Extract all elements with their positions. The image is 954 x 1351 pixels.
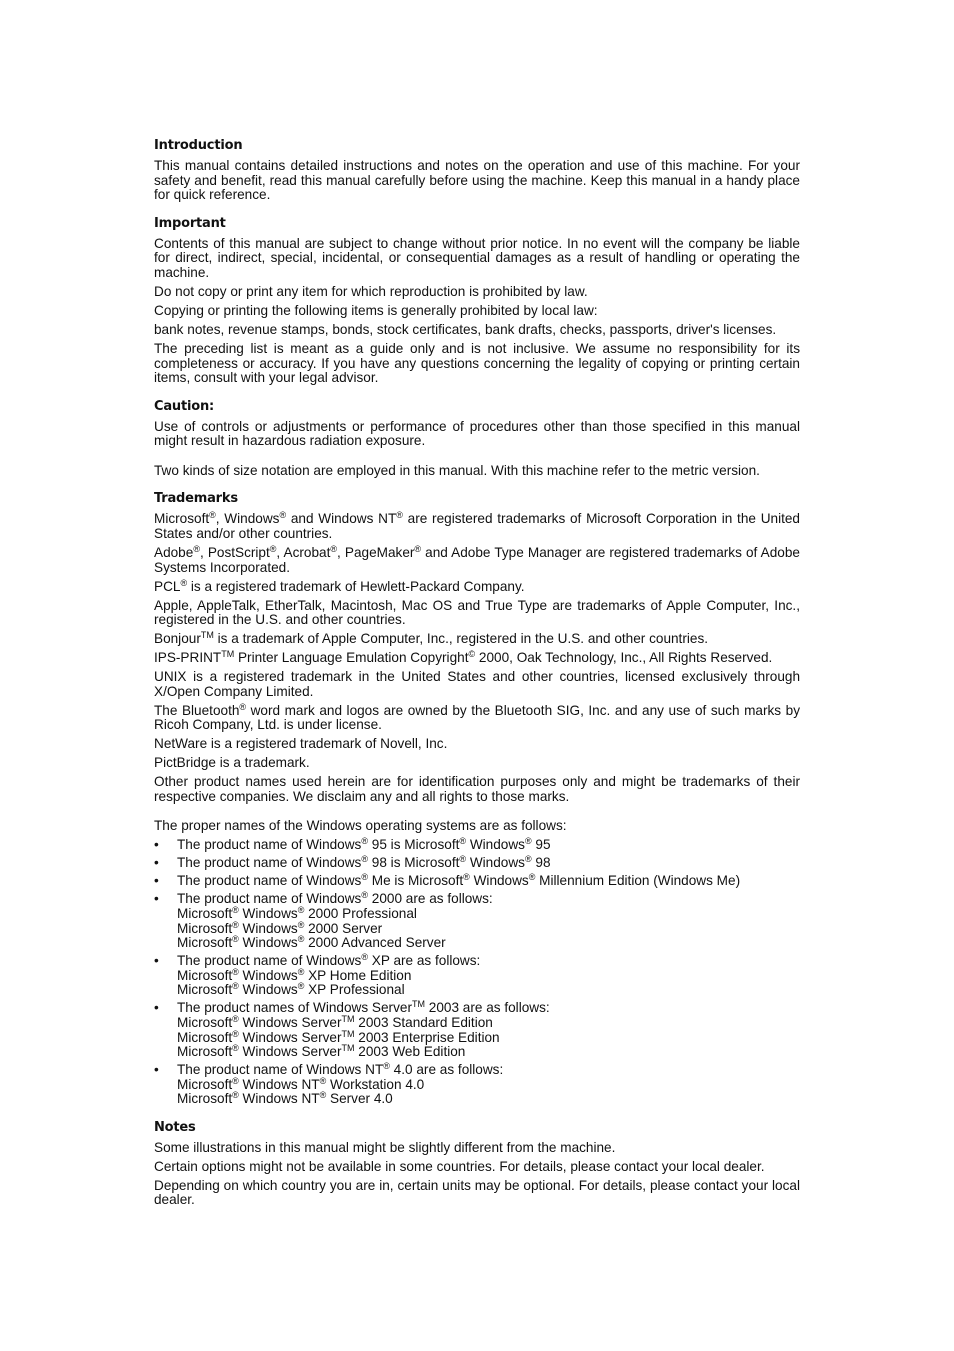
text-run: is a registered trademark of Hewlett-Packard Company.	[187, 578, 525, 594]
trademark-symbol: TM	[341, 1043, 355, 1054]
trademark-symbol: ®	[463, 872, 470, 883]
text-run: 2003 Standard Edition	[354, 1014, 493, 1030]
text-run: 98 is Microsoft	[368, 855, 460, 871]
trademark-symbol: ®	[193, 544, 200, 555]
text-run: 2000 are as follows:	[368, 891, 493, 907]
important-paragraph: Copying or printing the following items is generally prohibited by local law:	[154, 302, 598, 318]
trademark-pcl	[154, 577, 800, 595]
trademark-other: Other product names used herein are for identification purposes only and might be trademarks of their respective companies. We disclaim any and all rights to those marks.	[154, 774, 800, 804]
introduction-text: This manual contains detailed instructions and notes on the operation and use of this machine. For your safety and benefit, read this manual carefully before using the machine. Keep this manual in a handy place for quick reference.	[154, 158, 800, 203]
trademark-symbol: ®	[319, 1075, 327, 1086]
text-run: 2000 Professional	[304, 906, 417, 921]
trademark-ipsprint	[154, 651, 800, 666]
text-run: Windows	[238, 967, 298, 983]
text-run: 2003 are as follows:	[424, 1000, 550, 1016]
text-run: Microsoft	[177, 920, 233, 936]
text-run: Windows	[238, 906, 298, 921]
trademark-symbol: ®	[459, 854, 467, 865]
text-run: Microsoft	[177, 967, 233, 983]
notes-paragraph: Some illustrations in this manual might be slightly different from the machine.	[154, 1139, 616, 1155]
text-run: 98	[531, 855, 551, 871]
trademarks-section	[154, 491, 800, 804]
caution-section	[154, 399, 800, 479]
text-run: Microsoft	[177, 1091, 233, 1107]
text-run: Windows	[466, 837, 525, 853]
text-run: Windows NT	[238, 1076, 320, 1092]
text-run: Microsoft	[154, 511, 210, 527]
text-run: Bonjour	[154, 631, 201, 647]
trademark-symbol: TM	[221, 649, 235, 660]
trademark-symbol: ®	[232, 981, 239, 992]
text-run: Windows	[238, 920, 298, 936]
text-run: XP Professional	[304, 982, 405, 998]
trademark-symbol: ®	[232, 919, 239, 930]
notes-paragraph: Certain options might not be available in some countries. For details, please contact your local dealer.	[154, 1158, 765, 1174]
text-run: Windows	[238, 935, 298, 951]
important-section	[154, 216, 800, 386]
trademark-symbol: ®	[524, 854, 532, 865]
trademark-symbol: ®	[330, 544, 338, 555]
trademark-pictbridge: PictBridge is a trademark.	[154, 755, 310, 771]
trademark-symbol: ®	[297, 934, 305, 945]
text-run: , PageMaker	[337, 545, 415, 561]
trademark-symbol: ®	[524, 836, 532, 847]
text-run: IPS-PRINT	[154, 650, 222, 666]
trademark-symbol: ®	[232, 905, 239, 915]
trademark-symbol: ®	[396, 510, 403, 521]
text-run: 95 is Microsoft	[368, 837, 460, 853]
text-run: PCL	[154, 578, 181, 594]
trademark-symbol: ®	[232, 1028, 239, 1039]
text-run: XP are as follows:	[368, 953, 481, 969]
important-paragraph: bank notes, revenue stamps, bonds, stock certificates, bank drafts, checks, passports, driver's licenses.	[154, 321, 777, 337]
trademark-symbol: ®	[232, 1090, 239, 1101]
text-run: , Acrobat	[276, 545, 331, 561]
introduction-heading: Introduction	[154, 138, 243, 153]
important-heading: Important	[154, 215, 226, 231]
trademark-symbol: ®	[297, 981, 305, 992]
text-run: Microsoft	[177, 1014, 233, 1030]
trademark-microsoft	[154, 512, 800, 541]
trademark-symbol: TM	[341, 1013, 355, 1024]
text-run: Windows NT	[238, 1091, 320, 1107]
trademark-symbol: ®	[232, 1013, 239, 1024]
text-run: 2000 Advanced Server	[304, 935, 446, 951]
text-run: Microsoft	[177, 1044, 233, 1060]
text-run: are registered trademarks of Microsoft Corporation in the United States and/or other countries.	[154, 511, 800, 542]
notes-heading: Notes	[154, 1119, 196, 1135]
text-run: 4.0 are as follows:	[389, 1062, 504, 1078]
text-run: Windows	[238, 982, 298, 998]
text-run: The product name of Windows NT	[177, 1062, 384, 1078]
text-run: The product name of Windows	[177, 855, 362, 871]
text-run: The product name of Windows	[177, 891, 362, 907]
text-run: The Bluetooth	[154, 702, 240, 718]
list-item	[154, 838, 800, 853]
text-run: 2000, Oak Technology, Inc., All Rights Reserved.	[475, 650, 773, 666]
trademark-symbol: ®	[279, 510, 287, 521]
trademarks-heading: Trademarks	[154, 491, 238, 507]
trademark-unix: UNIX is a registered trademark in the United States and other countries, licensed exclusively through X/Open Company Limited.	[154, 669, 800, 699]
text-run: Microsoft	[177, 1076, 233, 1092]
text-run: The product name of Windows	[177, 953, 362, 969]
list-item	[154, 856, 800, 871]
text-run: The product name of Windows	[177, 873, 362, 889]
text-run: 95	[531, 837, 551, 853]
trademark-symbol: ®	[180, 577, 188, 588]
text-run: Workstation 4.0	[326, 1076, 425, 1092]
trademark-symbol: ®	[414, 544, 422, 555]
trademark-symbol: ©	[468, 649, 476, 660]
trademark-symbol: ®	[297, 919, 305, 930]
trademark-symbol: ®	[232, 1043, 239, 1054]
text-run: Microsoft	[177, 1029, 233, 1045]
text-run: 2000 Server	[304, 920, 383, 936]
trademark-symbol: TM	[341, 1028, 355, 1039]
windows-intro: The proper names of the Windows operating systems are as follows:	[154, 818, 567, 834]
trademark-apple: Apple, AppleTalk, EtherTalk, Macintosh, Mac OS and True Type are trademarks of Apple Computer, Inc., registered in the U.S. and other countries.	[154, 597, 800, 628]
text-run: Windows Server	[238, 1014, 342, 1030]
trademark-symbol: ®	[361, 890, 368, 901]
trademark-symbol: ®	[232, 966, 239, 977]
text-run: Server 4.0	[326, 1091, 393, 1107]
caution-text: Use of controls or adjustments or performance of procedures other than those specified in this manual might result in hazardous radiation exposure.	[154, 418, 800, 449]
document-page	[154, 138, 800, 1212]
trademark-symbol: ®	[383, 1061, 390, 1072]
important-paragraph: Do not copy or print any item for which reproduction is prohibited by law.	[154, 283, 588, 299]
text-run: Windows	[466, 855, 525, 871]
list-item	[154, 892, 800, 950]
trademark-symbol: ®	[361, 854, 368, 865]
trademark-symbol: ®	[528, 872, 536, 883]
text-run: Windows Server	[238, 1029, 342, 1045]
trademark-symbol: ®	[209, 510, 216, 521]
text-run: 2003 Web Edition	[354, 1044, 466, 1060]
text-run: and Windows NT	[286, 511, 397, 527]
trademark-symbol: ®	[361, 872, 368, 883]
list-item	[154, 1063, 800, 1107]
list-item	[154, 1001, 800, 1059]
text-run: Microsoft	[177, 935, 233, 951]
text-run: The product name of Windows	[177, 837, 362, 853]
trademark-bonjour	[154, 632, 800, 647]
text-run: is a trademark of Apple Computer, Inc., registered in the U.S. and other countries.	[213, 631, 709, 647]
list-item	[154, 954, 800, 998]
text-run: Adobe	[154, 545, 194, 561]
notes-section	[154, 1120, 800, 1208]
trademark-symbol: ®	[232, 934, 239, 945]
windows-names-section	[154, 819, 800, 1106]
caution-heading: Caution:	[154, 398, 215, 414]
text-run: 2003 Enterprise Edition	[354, 1029, 500, 1045]
windows-list	[154, 838, 800, 1106]
trademark-symbol: ®	[239, 701, 247, 712]
trademark-symbol: ®	[232, 1075, 239, 1086]
trademark-symbol: ®	[319, 1090, 327, 1101]
trademark-symbol: ®	[459, 836, 467, 847]
text-run: Microsoft	[177, 906, 233, 921]
text-run: Windows Server	[238, 1044, 342, 1060]
text-run: , PostScript	[199, 545, 270, 561]
trademark-symbol: TM	[200, 630, 214, 641]
trademark-symbol: ®	[361, 952, 368, 963]
size-notation-text: Two kinds of size notation are employed in this manual. With this machine refer to the metric version.	[154, 462, 760, 478]
text-run: word mark and logos are owned by the Bluetooth SIG, Inc. and any use of such marks by Ricoh Company, Ltd. is under license.	[154, 702, 800, 733]
trademark-symbol: ®	[297, 905, 305, 915]
text-run: and Adobe Type Manager are registered trademarks of Adobe Systems Incorporated.	[154, 545, 800, 575]
text-run: Printer Language Emulation Copyright	[234, 650, 469, 666]
trademark-symbol: TM	[411, 999, 425, 1010]
trademark-symbol: ®	[361, 836, 368, 847]
trademark-symbol: ®	[297, 966, 305, 977]
trademark-symbol: ®	[269, 544, 277, 555]
trademark-bluetooth	[154, 701, 800, 733]
text-run: Microsoft	[177, 982, 233, 998]
trademark-netware: NetWare is a registered trademark of Novell, Inc.	[154, 736, 448, 752]
notes-paragraph: Depending on which country you are in, certain units may be optional. For details, please contact your local dealer.	[154, 1177, 800, 1208]
text-run: Me is Microsoft	[368, 873, 464, 889]
text-run: XP Home Edition	[304, 967, 412, 983]
trademark-adobe	[154, 546, 800, 575]
important-paragraph: Contents of this manual are subject to change without prior notice. In no event will the company be liable for direct, indirect, special, incidental, or consequential damages as a result of handling or operating the machine.	[154, 235, 800, 280]
text-run: , Windows	[215, 511, 280, 527]
list-item	[154, 874, 800, 889]
text-run: Millennium Edition (Windows Me)	[535, 873, 741, 889]
important-paragraph: The preceding list is meant as a guide only and is not inclusive. We assume no responsibility for its completeness or accuracy. If you have any questions concerning the legality of copying or printing certain items, consult with your legal advisor.	[154, 340, 800, 386]
text-run: The product names of Windows Server	[177, 1000, 412, 1016]
introduction-section	[154, 138, 800, 203]
text-run: Windows	[469, 873, 529, 889]
